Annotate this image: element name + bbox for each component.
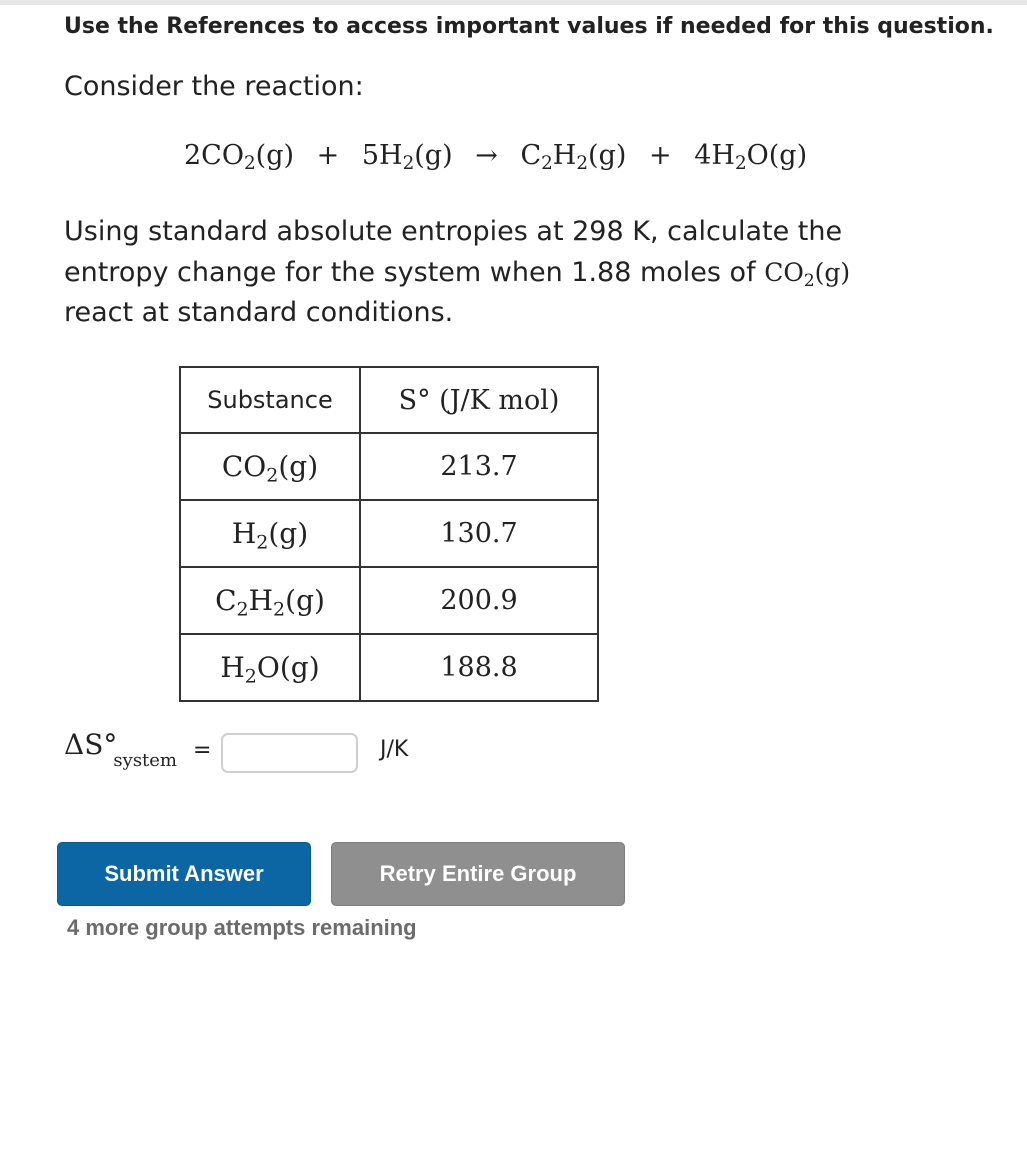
table-header-row xyxy=(180,367,598,433)
reaction-equation: $2CO_2(g) + 5H_2(g) \to C_2H_2(g) + 4H_2O(g)$ xyxy=(184,140,808,175)
question-prompt: Consider the reaction: xyxy=(64,71,364,102)
answer-input[interactable] xyxy=(221,733,358,773)
table-row xyxy=(180,433,598,500)
table-row xyxy=(180,567,598,634)
entropy-value-cell: 200.9 xyxy=(360,567,598,634)
retry-entire-group-button[interactable]: Retry Entire Group xyxy=(331,842,625,906)
question-body: Using standard absolute entropies at 298 K, calculate the entropy change for the system when 1.88 moles of $CO_2(g)$ react at standard conditions. xyxy=(64,216,851,328)
attempts-remaining: 4 more group attempts remaining xyxy=(67,915,417,940)
references-instruction: Use the References to access important values if needed for this question. xyxy=(64,14,994,39)
top-divider xyxy=(0,0,1027,5)
entropy-table xyxy=(179,366,599,702)
delta-s-system-label: $\Delta S^\circ_{system}$ xyxy=(64,728,178,771)
equals-sign: = xyxy=(193,738,212,763)
unit-label: J/K xyxy=(380,737,409,762)
co2-formula: $CO_2(g)$ xyxy=(764,257,851,291)
table-row xyxy=(180,500,598,567)
entropy-value-cell: 130.7 xyxy=(360,500,598,567)
column-header-substance: Substance xyxy=(180,367,360,433)
table-row xyxy=(180,634,598,701)
substance-cell: $C_2H_2(g)$ xyxy=(180,567,360,634)
submit-answer-button[interactable]: Submit Answer xyxy=(57,842,311,906)
entropy-value-cell: 213.7 xyxy=(360,433,598,500)
entropy-value-cell: 188.8 xyxy=(360,634,598,701)
reaction-arrow: → xyxy=(475,140,498,171)
substance-cell: $H_2O(g)$ xyxy=(180,634,360,701)
substance-cell: $CO_2(g)$ xyxy=(180,433,360,500)
column-header-entropy: S° (J/K mol) xyxy=(360,367,598,433)
substance-cell: $H_2(g)$ xyxy=(180,500,360,567)
